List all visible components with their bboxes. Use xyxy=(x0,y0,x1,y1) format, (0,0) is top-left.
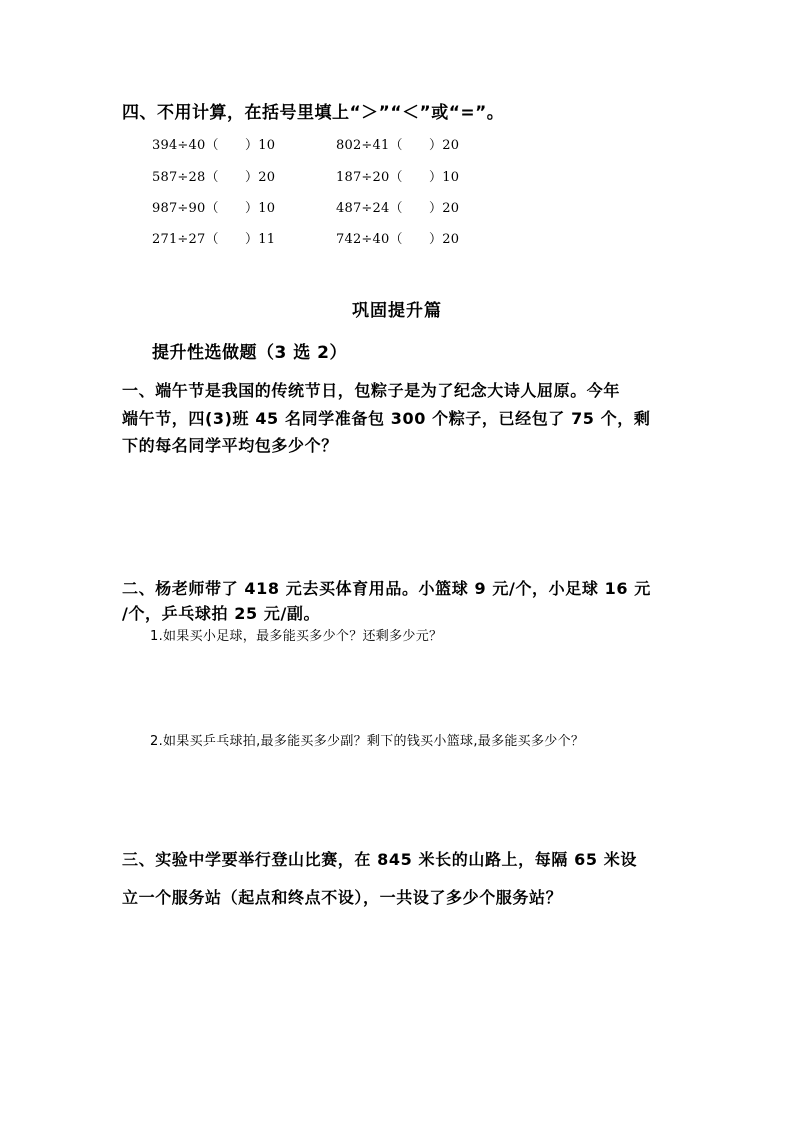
section-heading: 四、不用计算，在括号里填上“＞”“＜”或“=”。 xyxy=(122,103,505,123)
question-2-line: /个，乒乓球拍 25 元/副。 xyxy=(122,604,321,623)
comparison-item: 271÷27（ ）11 xyxy=(152,232,276,247)
question-2-subquestion: 1.如果买小足球，最多能买多少个？还剩多少元？ xyxy=(150,629,443,644)
question-3-line: 立一个服务站（起点和终点不设），一共设了多少个服务站？ xyxy=(122,888,563,907)
question-1-line: 一、端午节是我国的传统节日，包粽子是为了纪念大诗人屈原。今年 xyxy=(122,381,621,400)
comparison-item: 987÷90（ ）10 xyxy=(152,201,276,216)
comparison-item: 394÷40（ ）10 xyxy=(152,138,276,153)
comparison-item: 187÷20（ ）10 xyxy=(336,170,460,185)
comparison-item: 487÷24（ ）20 xyxy=(336,201,460,216)
question-2-line: 二、杨老师带了 418 元去买体育用品。小篮球 9 元/个，小足球 16 元 xyxy=(122,579,651,598)
comparison-item: 802÷41（ ）20 xyxy=(336,138,460,153)
question-3-line: 三、实验中学要举行登山比赛，在 845 米长的山路上，每隔 65 米设 xyxy=(122,850,637,869)
question-1-line: 端午节，四(3)班 45 名同学准备包 300 个粽子，已经包了 75 个，剩 xyxy=(122,409,651,428)
sub-title: 提升性选做题（3 选 2） xyxy=(152,343,347,363)
comparison-item: 587÷28（ ）20 xyxy=(152,170,276,185)
part-title: 巩固提升篇 xyxy=(352,301,442,321)
question-2-subquestion: 2.如果买乒乓球拍,最多能买多少副？剩下的钱买小篮球,最多能买多少个？ xyxy=(150,734,585,749)
comparison-item: 742÷40（ ）20 xyxy=(336,232,460,247)
question-1-line: 下的每名同学平均包多少个？ xyxy=(122,436,338,455)
